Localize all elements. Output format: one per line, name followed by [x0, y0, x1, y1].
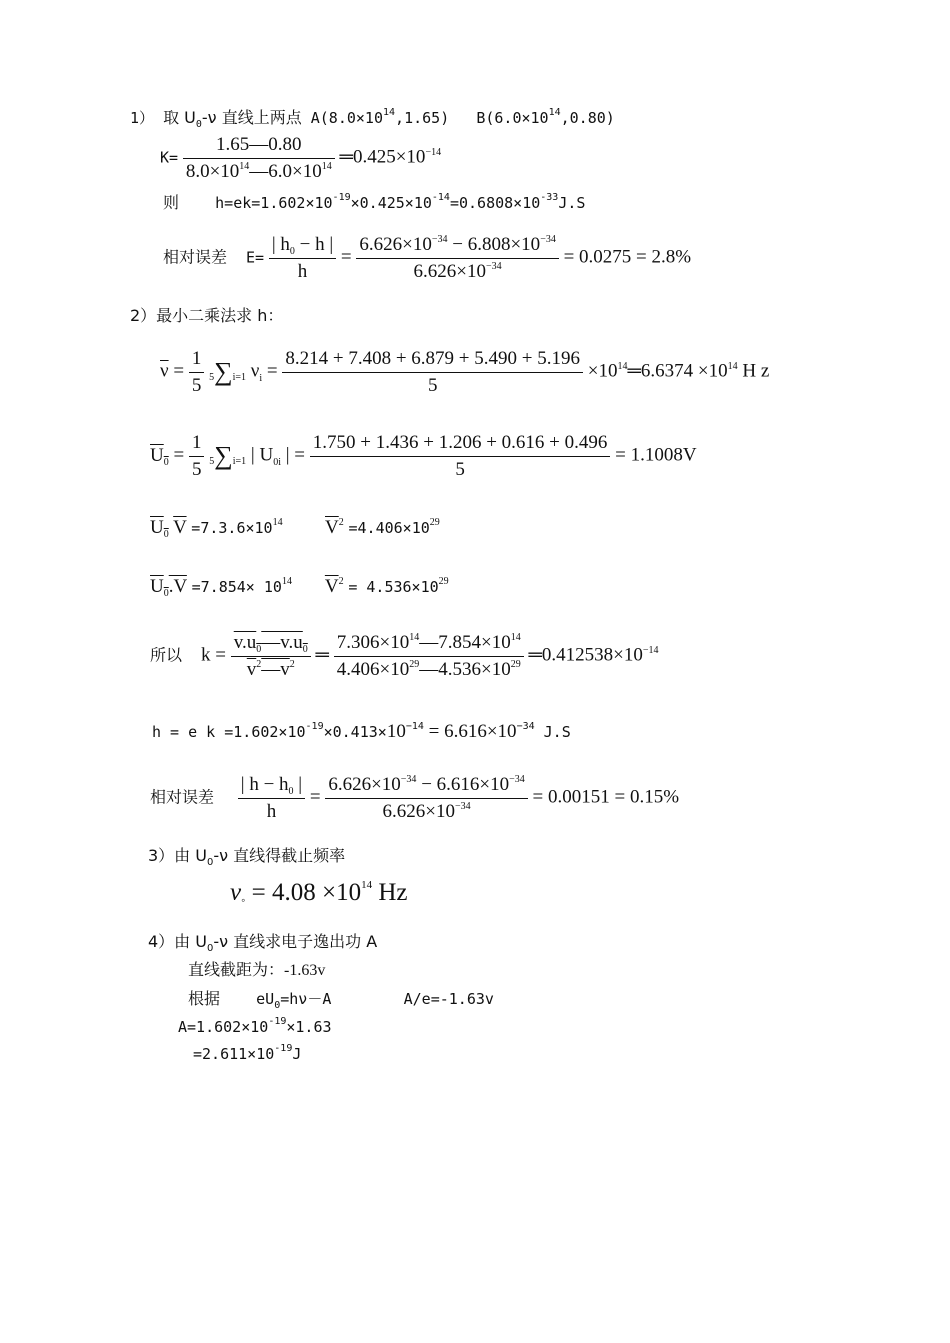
s4-intercept: 直线截距为：-1.63v [188, 960, 326, 979]
s2-mean-voltage: $U_0$ = $\frac{1}{5}$ 5∑i=1 | $U_{0i}$ | = $\frac{1.750 + 1.436 + 1.206 + 0.616 + 0.496}{5}$ = 1.1008V [150, 432, 697, 480]
s1-heading: 1） 取 $U_0-\nu$ 直线上两点 $A(8.0\times 10^{14},1.65)$ $B(6.0\times 10^{14},0.80)$ [130, 107, 615, 130]
s2-heading: 2）最小二乘法求 h： [130, 306, 284, 325]
s1-h-line: 则 $h=ek=1.602\times 10^{-19}\times 0.425\times 10^{-14}=0.6808\times 10^{-33}J.S$ [163, 192, 586, 212]
s1-slope-equation: K= $\frac{1.65―0.80}{8.0\times 10^{14}―6.0\times 10^{14}}$ $═0.425\times 10^{-14}$ [160, 132, 441, 184]
s2-product-line-2: $U_0.V =7.854\times 10^{14}$ $\overline{V}^2 = 4.536\times 10^{29}$ [150, 576, 449, 599]
s3-cutoff-frequency: $\nu_◦ = 4.08 \times 10^{14}$ Hz [230, 879, 408, 907]
s2-mean-frequency: $\overline{\nu}$ = $\frac{1}{5}$ 5∑i=1 $\nu_i$ = $\frac{8.214 + 7.408 + 6.879 + 5.490 + 5.196}{5}$ $\times 10^{14}═6.6374 \times 10^{14}$ H z [160, 348, 770, 396]
slope-result: ═0.425×10 [339, 146, 426, 168]
s2-h-line: h = e $k =1.602\times 10^{-19}\times 0.413\times 10^{-14} = 6.616\times 10^{-34}$ J.S [152, 721, 571, 742]
slope-fraction: $\frac{1.65―0.80}{8.0\times 10^{14}―6.0\times 10^{14}}$ [183, 132, 335, 184]
point-a: A(8.0×10 [310, 109, 383, 127]
s4-basis: 根据 $eU_0=h\nu-A$ A/e=-1.63v [188, 989, 494, 1011]
s2-relative-error: 相对误差 $\frac{| h - h_0 |}{h}$ = $\frac{6.626\times 10^{-34} - 6.616\times 10^{-34}}{6.626\times 10^{-34}}$ = 0.00151 = 0.15% [150, 774, 680, 822]
s3-heading: 3）由 $U_0-\nu$ 直线得截止频率 [148, 846, 346, 868]
s4-work-function: $A=1.602\times 10^{-19}\times 1.63$ [178, 1016, 332, 1036]
s4-heading: 4）由 $U_0-\nu$ 直线求电子逸出功 A [148, 932, 378, 954]
s2-slope-least-squares: 所以 k = $\frac{v.u_0―v.u_0}{\overline{v}^2―v^2}$ ═ $\frac{7.306\times 10^{14}―7.854\times 10^{14}}{4.406\times 10^{29}―4.536\times 10^{29}}$ $═0.412538\times 10^{-14}$ [150, 632, 659, 680]
s2-product-line-1: $U_0$ $\overline{V} =7.3.6\times 10^{14}$ $\overline{V}^2 =4.406\times 10^{29}$ [150, 517, 440, 540]
s1-relative-error: 相对误差 E= $\frac{| h_0 - h |}{h}$ = $\frac{6.626\times 10^{-34} - 6.808\times 10^{-34}}{6.626\times 10^{-34}}$ = 0.0275 = 2.8% [163, 234, 692, 282]
point-b: B(6.0×10 [476, 109, 549, 127]
s4-work-function-result: $=2.611\times 10^{-19}J$ [193, 1043, 302, 1063]
